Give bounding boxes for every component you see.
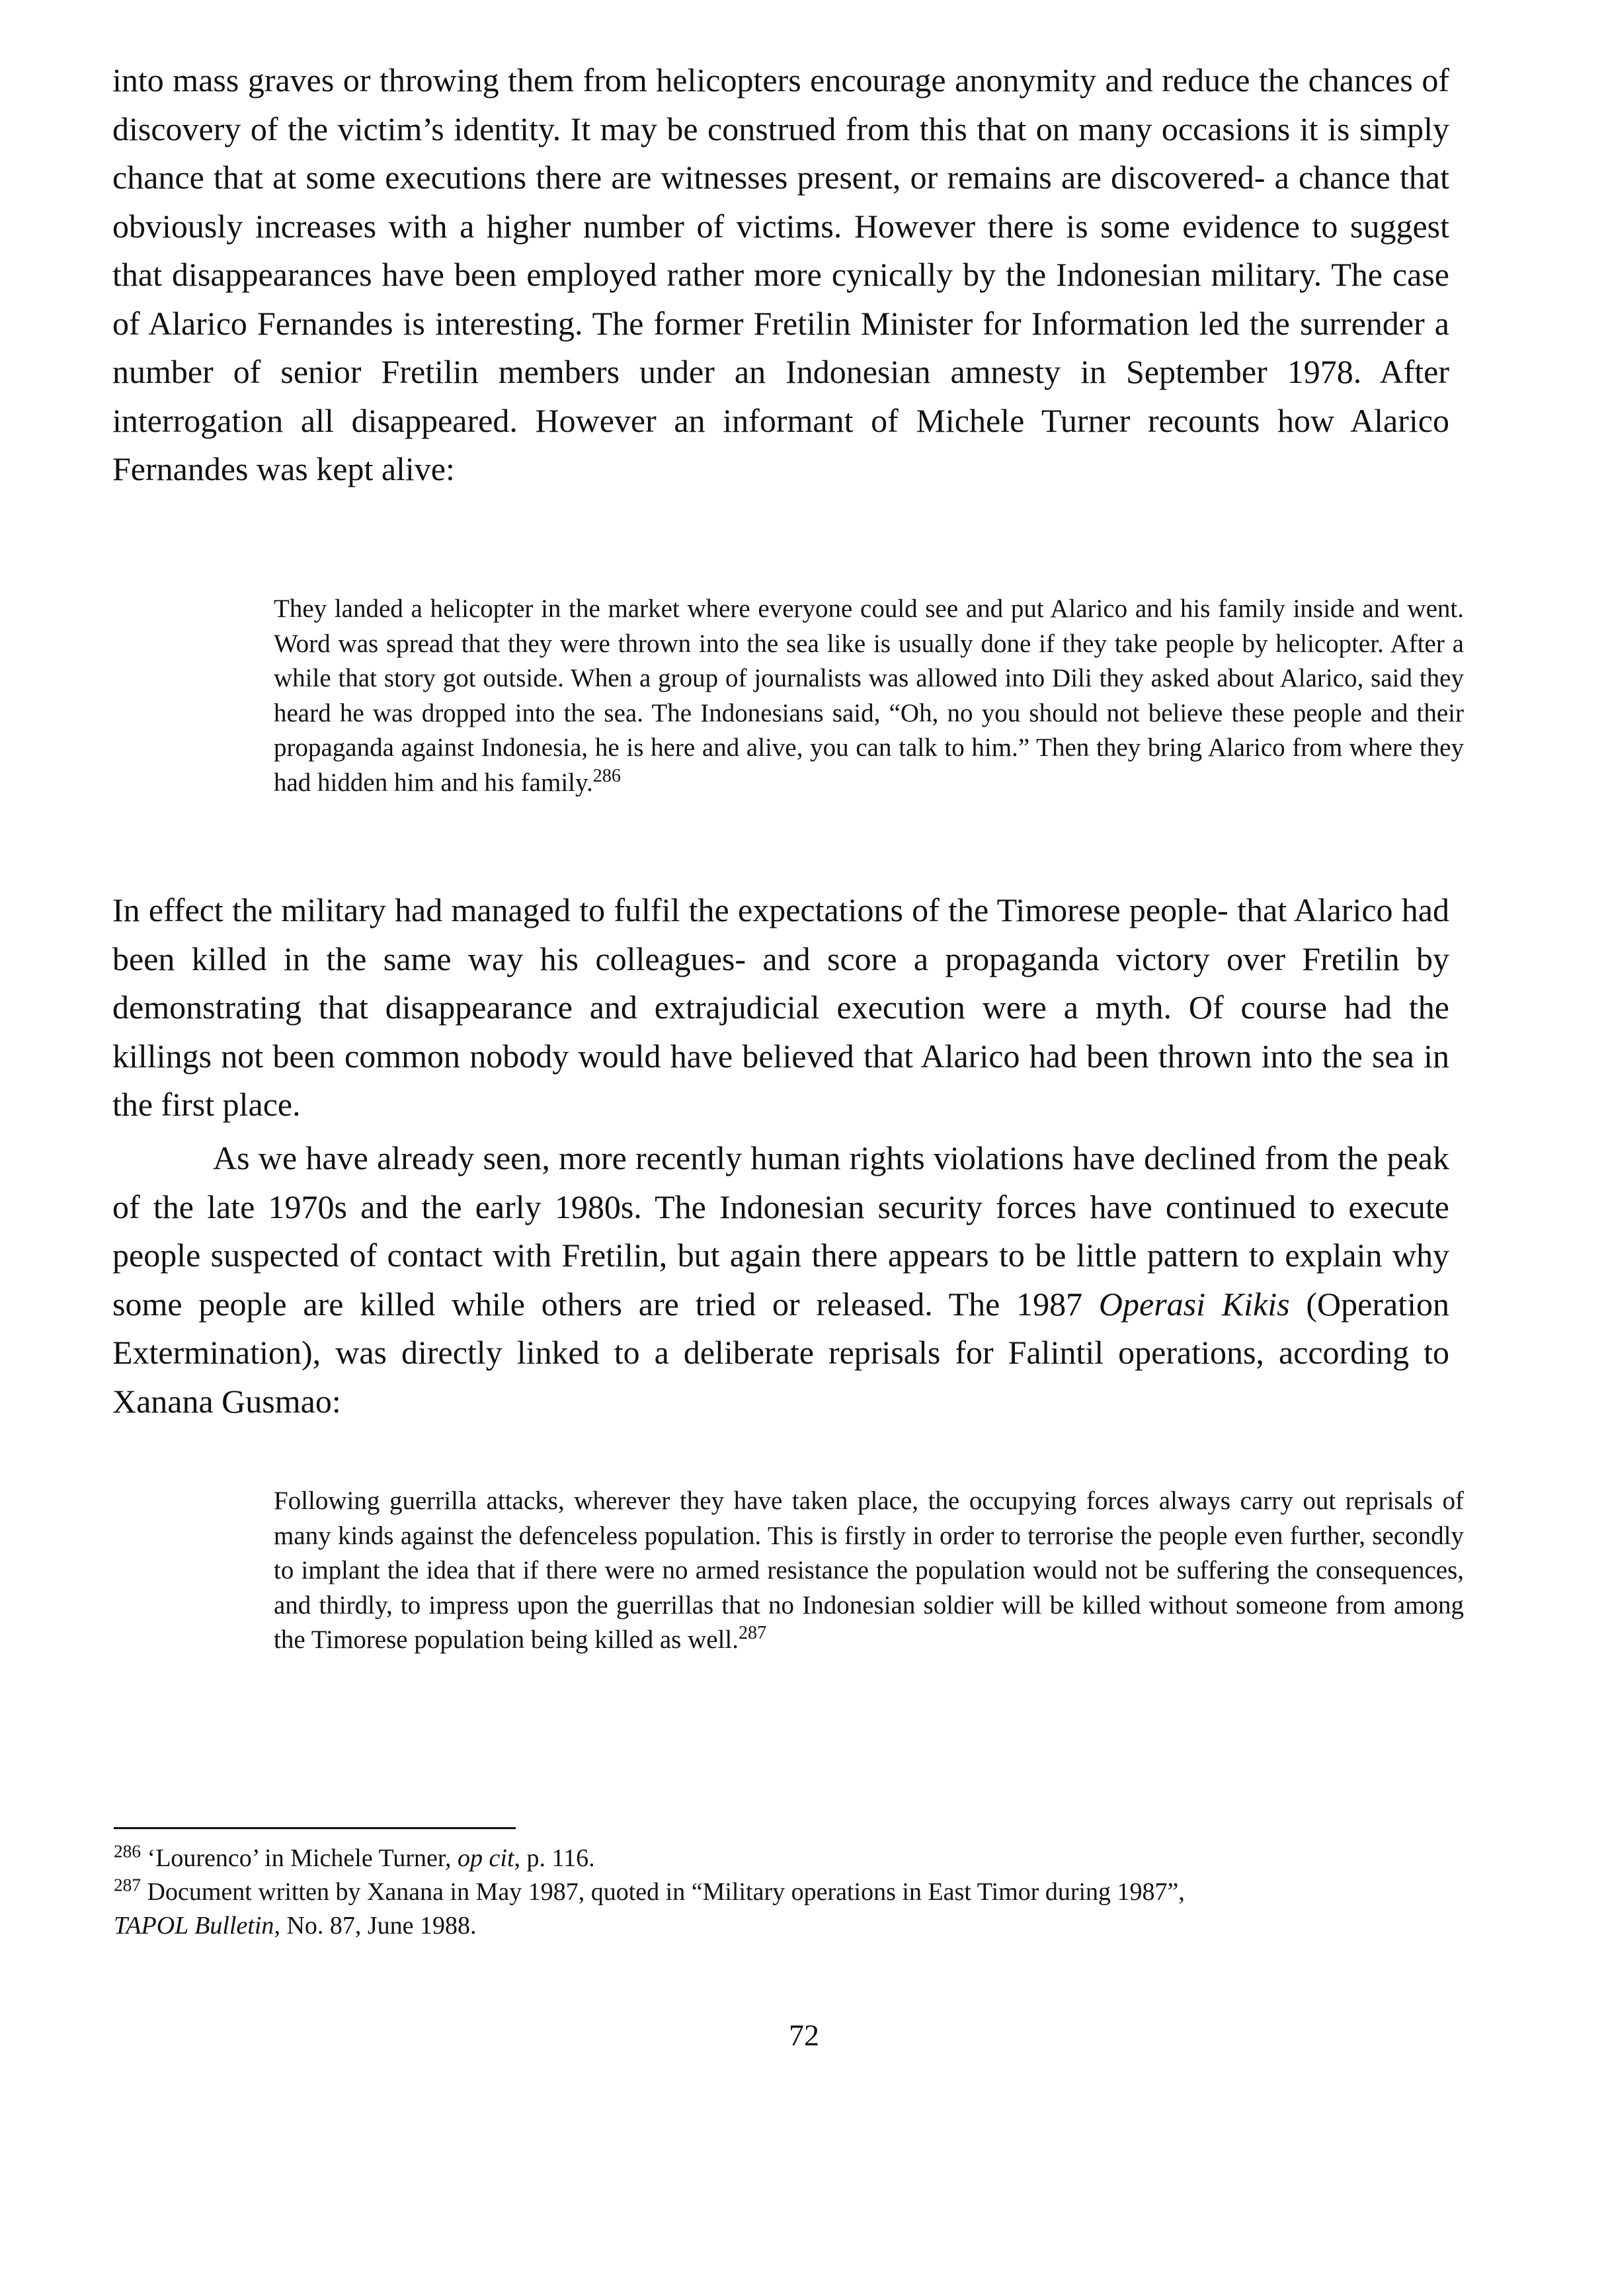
body-paragraph-3-text-start: As we have already seen, more recently human rights violations have declined from the peak of the late 1970s and the early 1980s. The Indonesian security forces have continued to execute people suspected of contact with Fretilin, but again there appears to be little pattern to explain why some people are killed while others are tried or released. The 1987 [112, 1139, 1449, 1323]
footnote-ref-286[interactable]: 286 [592, 765, 621, 786]
footnote-286-italic: op cit [458, 1844, 514, 1872]
footnote-287-line2 [114, 1909, 1456, 1943]
page-number: 72 [789, 2018, 819, 2052]
footnote-287-text-end: , No. 87, June 1988. [274, 1912, 477, 1940]
operation-name-italic: Operasi Kikis [1098, 1285, 1290, 1323]
footnote-ref-287[interactable]: 287 [739, 1622, 767, 1643]
block-quote-gusmao-text: Following guerrilla attacks, wherever they have taken place, the occupying forces always carry out reprisals of many kinds against the defenceless population. This is firstly in order to terrorise the people even further, secondly to implant the idea that if there were no armed resistance the population would not be suffering the consequences, and thirdly, to impress upon the guerrillas that no Indonesian soldier will be killed without someone from among the Timorese population being killed as well. [274, 1487, 1464, 1654]
block-quote-gusmao [274, 1484, 1464, 1658]
footnote-286-text-start: ‘Lourenco’ in Michele Turner, [141, 1844, 458, 1872]
block-quote-turner [274, 592, 1464, 800]
footnote-divider [114, 1827, 516, 1829]
body-paragraph-3-text-end: (Operation Extermination), was directly linked to a deliberate reprisals for Falintil operations, according to Xanana Gusmao: [112, 1285, 1449, 1420]
body-paragraph-1 [112, 56, 1449, 494]
block-quote-turner-text: They landed a helicopter in the market where everyone could see and put Alarico and his family inside and went. Word was spread that they were thrown into the sea like is usually done if they take people by helicopter. After a while that story got outside. When a group of journalists was allowed into Dili they asked about Alarico, said they heard he was dropped into the sea. The Indonesians said, “Oh, no you should not believe these people and their propaganda against Indonesia, he is here and alive, you can talk to him.” Then they bring Alarico from where they had hidden him and his family. [274, 594, 1464, 797]
footnote-287-text-line1: Document written by Xanana in May 1987, quoted in “Military operations in East Timor during 1987”, [141, 1878, 1185, 1906]
footnote-287-number: 287 [114, 1875, 141, 1895]
footnote-286-number: 286 [114, 1841, 141, 1862]
body-paragraph-1-text: into mass graves or throwing them from helicopters encourage anonymity and reduce the chances of discovery of the victim’s identity. It may be construed from this that on many occasions it is simply chance that at some executions there are witnesses present, or remains are discovered- a chance that obviously increases with a higher number of victims. However there is some evidence to suggest that disappearances have been employed rather more cynically by the Indonesian military. The case of Alarico Fernandes is interesting. The former Fretilin Minister for Information led the surrender a number of senior Fretilin members under an Indonesian amnesty in September 1978. After interrogation all disappeared. However an informant of Michele Turner recounts how Alarico Fernandes was kept alive: [112, 62, 1449, 487]
footnotes [114, 1842, 1456, 1943]
body-paragraph-2 [112, 886, 1449, 1129]
footnote-286-text-end: , p. 116. [514, 1844, 595, 1872]
footnote-287 [114, 1875, 1456, 1943]
body-paragraph-2-text: In effect the military had managed to fulfil the expectations of the Timorese people- that Alarico had been killed in the same way his colleagues- and score a propaganda victory over Fretilin by demonstrating that disappearance and extrajudicial execution were a myth. Of course had the killings not been common nobody would have believed that Alarico had been thrown into the sea in the first place. [112, 891, 1449, 1123]
footnote-287-italic: TAPOL Bulletin [114, 1912, 274, 1940]
body-paragraph-3 [112, 1134, 1449, 1426]
footnote-286 [114, 1842, 1456, 1875]
